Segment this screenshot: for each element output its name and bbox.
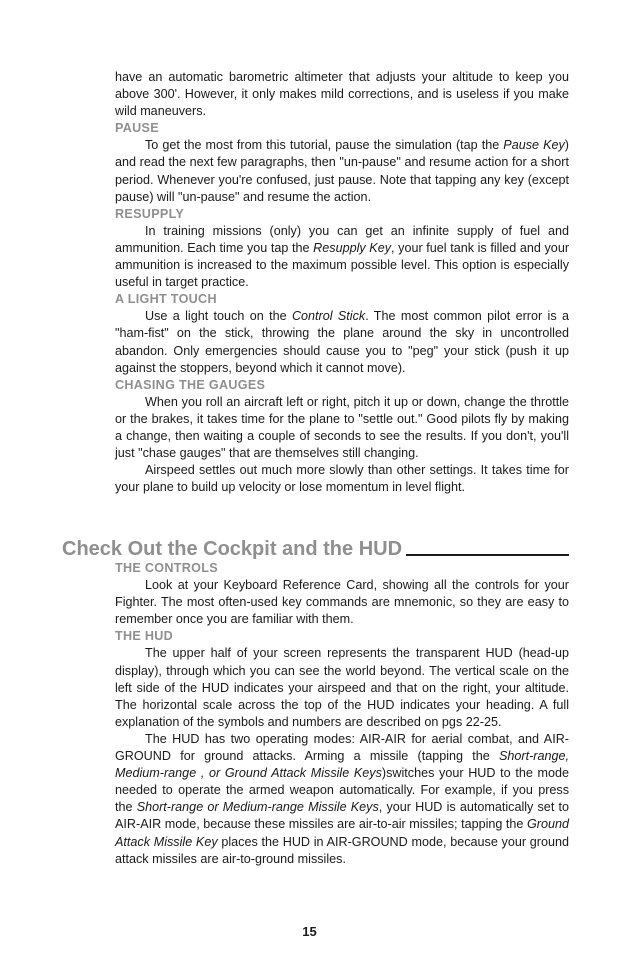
- text-run: Airspeed settles out much more slowly than other settings. It takes time for your plane to build up velocity or lose momentum in level flight.: [115, 463, 569, 495]
- heading-rule: [406, 554, 569, 556]
- key-name: Short-range or Medium-range Missile Keys: [136, 800, 379, 815]
- body-paragraph: [115, 137, 569, 205]
- text-run: , your HUD is automatically set to AIR-AIR mode, because these missiles are air-to-air missiles; tapping the: [115, 800, 569, 832]
- text-run: , your fuel tank is filled and your ammunition is increased to the maximum possible level. This option is especially useful in target practice.: [115, 240, 570, 290]
- text-run: Use a light touch on the: [145, 309, 292, 324]
- key-name: Control Stick: [291, 309, 366, 324]
- body-paragraph: [115, 394, 569, 462]
- section-heading: THE HUD: [115, 629, 174, 644]
- text-run: To get the most from this tutorial, pause the simulation (tap the: [145, 138, 504, 153]
- section-heading: PAUSE: [115, 121, 159, 136]
- page-number: 15: [302, 924, 317, 939]
- text-run: The HUD has two operating modes: AIR-AIR for aerial combat, and AIR-GROUND for ground attacks. Arming a missile (tapping the: [115, 731, 569, 764]
- bottom-column: [115, 560, 569, 868]
- section-heading: CHASING THE GAUGES: [115, 377, 266, 392]
- intro-paragraph: have an automatic barometric altimeter that adjusts your altitude to keep you above 300'. However, it only makes mild corrections, and is useless if you make wild maneuvers.: [115, 70, 569, 119]
- body-paragraph: [115, 645, 569, 730]
- body-paragraph: [115, 223, 569, 291]
- key-name: Pause Key: [503, 138, 565, 153]
- body-paragraph: [115, 308, 569, 376]
- body-paragraph: [115, 462, 569, 496]
- text-run: In training missions (only) you can get an infinite supply of fuel and ammunition. Each time you tap the: [115, 223, 569, 255]
- text-run: Look at your Keyboard Reference Card, showing all the controls for your Fighter. The most often-used key commands are mnemonic, so they are easy to remember once you are familiar with them.: [115, 578, 569, 627]
- section-heading: A LIGHT TOUCH: [115, 292, 217, 307]
- major-heading-row: [62, 536, 569, 560]
- text-run: . The most common pilot error is a "ham-fist" on the stick, throwing the plane around the sky in uncontrolled abandon. Only emergencies should cause you to "peg" your stick (push it up against the stoppers, beyond which it cannot move).: [115, 309, 569, 375]
- major-heading: Check Out the Cockpit and the HUD: [62, 538, 403, 560]
- text-run: The upper half of your screen represents the transparent HUD (head-up display), through which you can see the world beyond. The vertical scale on the left side of the HUD indicates your airspeed and that on the right, your altitude. The horizontal scale across the top of the HUD indicates your heading. A full explanation of the symbols and numbers are described on pgs 22-25.: [115, 646, 569, 729]
- section-heading: RESUPPLY: [115, 206, 185, 221]
- top-column: [115, 69, 569, 496]
- section-heading: THE CONTROLS: [115, 561, 218, 575]
- body-paragraph: [115, 731, 569, 868]
- text-run: )switches your HUD to the mode needed to operate the armed weapon automatically. For example, if you press the: [115, 766, 569, 815]
- key-name: Resupply Key: [313, 240, 392, 255]
- top-sections: [115, 120, 569, 496]
- body-paragraph: [115, 577, 569, 628]
- bottom-sections: [115, 560, 569, 868]
- key-name: Ground Attack Missile Key: [115, 817, 569, 849]
- text-run: places the HUD in AIR-GROUND mode, because your ground attack missiles are air-to-ground missiles.: [115, 834, 569, 866]
- text-run: When you roll an aircraft left or right, pitch it up or down, change the throttle or the brakes, it takes time for the plane to "settle out." Good pilots fly by making a change, then waiting a couple of seconds to see the results. If you don't, you'll just "chase gauges" that are themselves still changing.: [115, 394, 569, 461]
- key-name: Short-range, Medium-range , or Ground Attack Missile Keys: [115, 749, 569, 781]
- text-run: ) and read the next few paragraphs, then "un-pause" and resume action for a short period. Whenever you're confused, just pause. Note that tapping any key (except pause) will "un-pause" and resume the action.: [115, 138, 569, 204]
